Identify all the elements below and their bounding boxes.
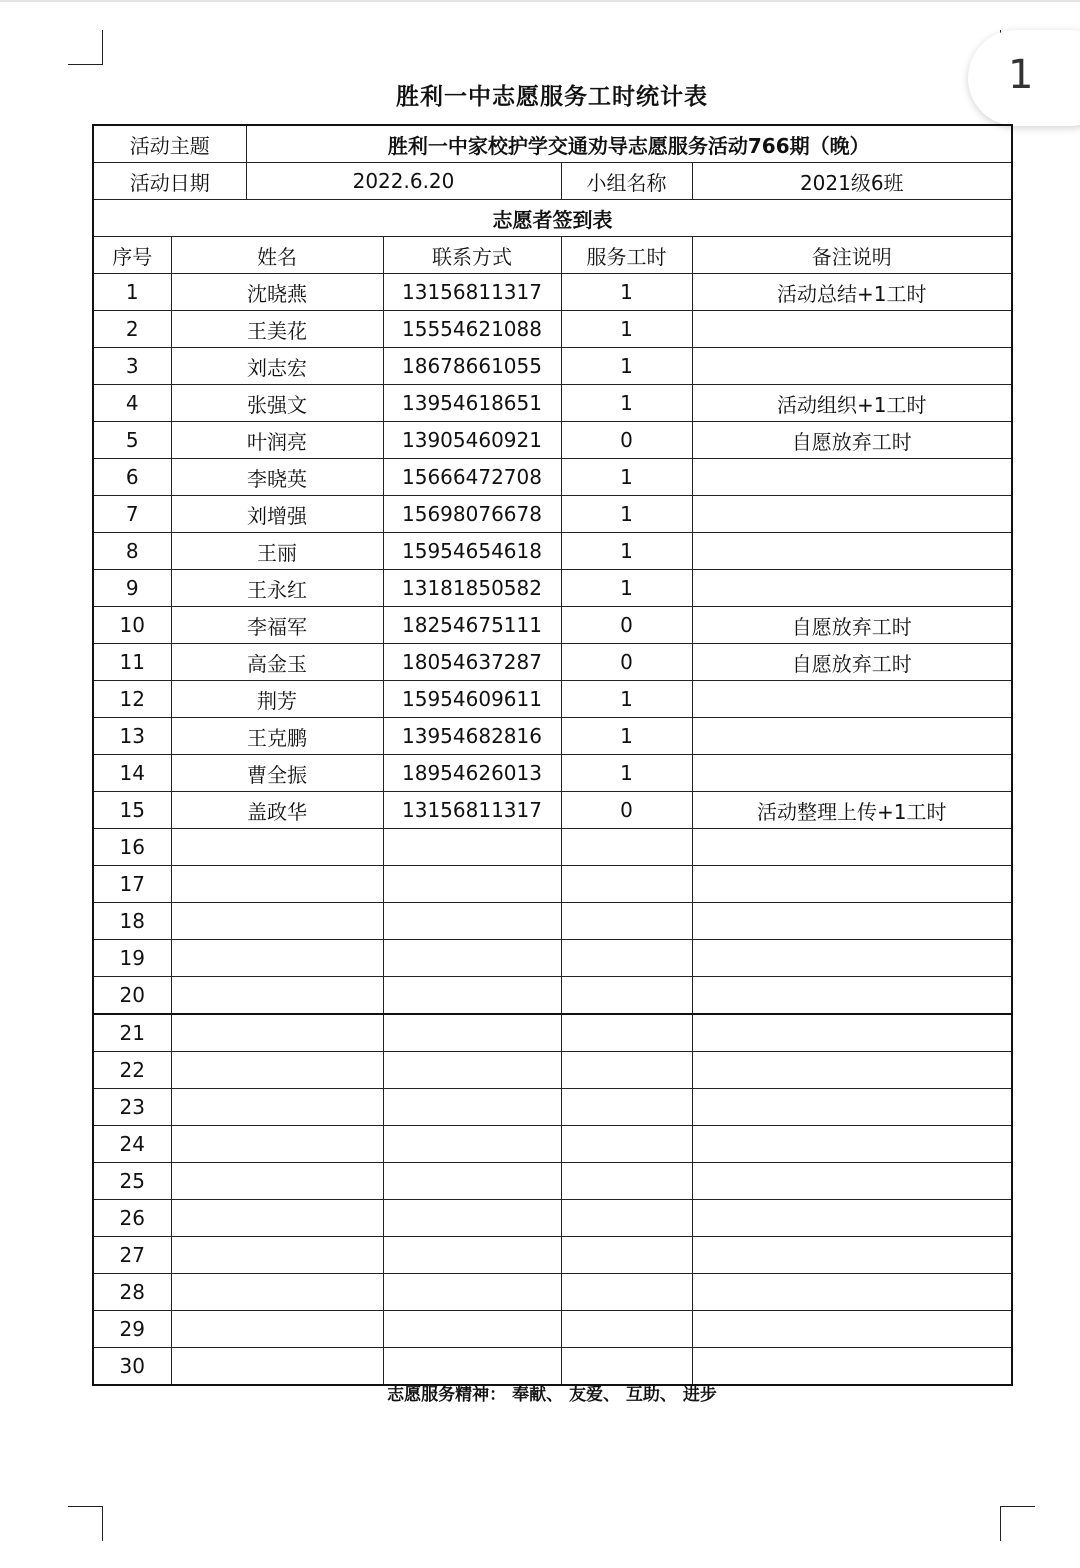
service-hours: 1 xyxy=(561,718,692,755)
service-hours: 0 xyxy=(561,607,692,644)
remark xyxy=(692,1052,1012,1089)
row-number: 3 xyxy=(93,348,171,385)
service-hours xyxy=(561,1311,692,1348)
service-hours: 1 xyxy=(561,533,692,570)
table-row xyxy=(93,1089,1012,1126)
table-row xyxy=(93,1052,1012,1089)
remark xyxy=(692,1089,1012,1126)
table-row xyxy=(93,1163,1012,1200)
service-hours: 1 xyxy=(561,496,692,533)
phone-number: 15666472708 xyxy=(383,459,561,496)
row-number: 25 xyxy=(93,1163,171,1200)
phone-number xyxy=(383,1274,561,1311)
volunteer-name: 荆芳 xyxy=(171,681,383,718)
phone-number xyxy=(383,1014,561,1052)
table-row xyxy=(93,607,1012,644)
phone-number xyxy=(383,1089,561,1126)
service-hours: 1 xyxy=(561,570,692,607)
phone-number: 18678661055 xyxy=(383,348,561,385)
remark: 自愿放弃工时 xyxy=(692,422,1012,459)
table-row xyxy=(93,1200,1012,1237)
row-number: 1 xyxy=(93,274,171,311)
row-number: 20 xyxy=(93,977,171,1015)
remark xyxy=(692,1163,1012,1200)
phone-number xyxy=(383,1311,561,1348)
service-hours xyxy=(561,866,692,903)
table-row xyxy=(93,866,1012,903)
row-number: 21 xyxy=(93,1014,171,1052)
row-number: 10 xyxy=(93,607,171,644)
phone-number: 13181850582 xyxy=(383,570,561,607)
service-hours: 0 xyxy=(561,644,692,681)
phone-number: 13156811317 xyxy=(383,792,561,829)
remark: 活动整理上传+1工时 xyxy=(692,792,1012,829)
volunteer-name xyxy=(171,903,383,940)
crop-mark-bottom-right xyxy=(1000,1506,1035,1541)
service-hours: 1 xyxy=(561,385,692,422)
table-row xyxy=(93,940,1012,977)
date-value: 2022.6.20 xyxy=(246,163,561,200)
remark xyxy=(692,459,1012,496)
volunteer-name xyxy=(171,1052,383,1089)
remark: 自愿放弃工时 xyxy=(692,607,1012,644)
table-row xyxy=(93,274,1012,311)
crop-mark-top-left xyxy=(68,30,103,65)
volunteer-name: 王丽 xyxy=(171,533,383,570)
remark xyxy=(692,718,1012,755)
table-row xyxy=(93,681,1012,718)
activity-theme-row xyxy=(93,125,1012,163)
phone-number: 15698076678 xyxy=(383,496,561,533)
phone-number xyxy=(383,1126,561,1163)
service-hours: 1 xyxy=(561,459,692,496)
remark xyxy=(692,755,1012,792)
service-hours xyxy=(561,1163,692,1200)
remark xyxy=(692,348,1012,385)
row-number: 27 xyxy=(93,1237,171,1274)
row-number: 29 xyxy=(93,1311,171,1348)
remark: 活动组织+1工时 xyxy=(692,385,1012,422)
phone-number xyxy=(383,1163,561,1200)
volunteer-name: 高金玉 xyxy=(171,644,383,681)
table-row xyxy=(93,533,1012,570)
phone-number: 18254675111 xyxy=(383,607,561,644)
date-label: 活动日期 xyxy=(93,163,246,200)
row-number: 19 xyxy=(93,940,171,977)
remark xyxy=(692,977,1012,1015)
table-row xyxy=(93,1311,1012,1348)
row-number: 23 xyxy=(93,1089,171,1126)
row-number: 6 xyxy=(93,459,171,496)
table-row xyxy=(93,348,1012,385)
table-row xyxy=(93,422,1012,459)
row-number: 28 xyxy=(93,1274,171,1311)
volunteer-name: 王美花 xyxy=(171,311,383,348)
row-number: 2 xyxy=(93,311,171,348)
document-title: 胜利一中志愿服务工时统计表 xyxy=(396,84,708,110)
service-hours: 1 xyxy=(561,348,692,385)
remark xyxy=(692,829,1012,866)
table-row xyxy=(93,459,1012,496)
remark xyxy=(692,1014,1012,1052)
row-number: 5 xyxy=(93,422,171,459)
volunteer-name: 曹全振 xyxy=(171,755,383,792)
service-hours xyxy=(561,977,692,1015)
service-hours xyxy=(561,940,692,977)
volunteer-name: 沈晓燕 xyxy=(171,274,383,311)
phone-number xyxy=(383,977,561,1015)
volunteer-name xyxy=(171,1163,383,1200)
volunteer-name: 李晓英 xyxy=(171,459,383,496)
service-hours xyxy=(561,1237,692,1274)
phone-number xyxy=(383,940,561,977)
table-row xyxy=(93,496,1012,533)
crop-mark-bottom-left xyxy=(68,1506,103,1541)
row-number: 11 xyxy=(93,644,171,681)
phone-number xyxy=(383,903,561,940)
row-number: 14 xyxy=(93,755,171,792)
table-row xyxy=(93,1274,1012,1311)
volunteer-name: 盖政华 xyxy=(171,792,383,829)
table-row xyxy=(93,1126,1012,1163)
phone-number: 18954626013 xyxy=(383,755,561,792)
phone-number: 15554621088 xyxy=(383,311,561,348)
service-hours xyxy=(561,903,692,940)
column-header-note: 备注说明 xyxy=(692,237,1012,274)
row-number: 18 xyxy=(93,903,171,940)
phone-number: 15954654618 xyxy=(383,533,561,570)
row-number: 22 xyxy=(93,1052,171,1089)
top-edge xyxy=(0,0,1080,2)
row-number: 12 xyxy=(93,681,171,718)
signin-title-row xyxy=(93,200,1012,237)
remark xyxy=(692,903,1012,940)
phone-number: 15954609611 xyxy=(383,681,561,718)
service-hours: 1 xyxy=(561,274,692,311)
phone-number: 13954618651 xyxy=(383,385,561,422)
phone-number xyxy=(383,1200,561,1237)
table-row xyxy=(93,644,1012,681)
row-number: 13 xyxy=(93,718,171,755)
row-number: 30 xyxy=(93,1348,171,1386)
table-row xyxy=(93,1014,1012,1052)
table-row xyxy=(93,718,1012,755)
group-value: 2021级6班 xyxy=(692,163,1012,200)
phone-number: 13905460921 xyxy=(383,422,561,459)
phone-number: 13954682816 xyxy=(383,718,561,755)
column-header-row xyxy=(93,237,1012,274)
volunteer-name xyxy=(171,1126,383,1163)
table-row xyxy=(93,385,1012,422)
phone-number xyxy=(383,1237,561,1274)
row-number: 4 xyxy=(93,385,171,422)
remark xyxy=(692,1237,1012,1274)
service-hours xyxy=(561,1126,692,1163)
volunteer-name: 李福军 xyxy=(171,607,383,644)
table-row xyxy=(93,1237,1012,1274)
remark xyxy=(692,1200,1012,1237)
volunteer-name: 张强文 xyxy=(171,385,383,422)
service-hours: 0 xyxy=(561,422,692,459)
service-hours xyxy=(561,1274,692,1311)
phone-number xyxy=(383,866,561,903)
remark: 活动总结+1工时 xyxy=(692,274,1012,311)
remark xyxy=(692,866,1012,903)
service-hours: 1 xyxy=(561,755,692,792)
row-number: 9 xyxy=(93,570,171,607)
row-number: 26 xyxy=(93,1200,171,1237)
phone-number: 18054637287 xyxy=(383,644,561,681)
signin-title: 志愿者签到表 xyxy=(93,200,1012,237)
row-number: 16 xyxy=(93,829,171,866)
volunteer-hours-table xyxy=(92,124,1013,1386)
service-hours: 1 xyxy=(561,311,692,348)
phone-number xyxy=(383,1052,561,1089)
row-number: 17 xyxy=(93,866,171,903)
phone-number: 13156811317 xyxy=(383,274,561,311)
table-row xyxy=(93,977,1012,1015)
table-row xyxy=(93,570,1012,607)
table-row xyxy=(93,829,1012,866)
volunteer-name xyxy=(171,866,383,903)
volunteer-name xyxy=(171,940,383,977)
footer-motto: 志愿服务精神： 奉献、 友爱、 互助、 进步 xyxy=(387,1385,717,1405)
volunteer-name: 刘增强 xyxy=(171,496,383,533)
row-number: 15 xyxy=(93,792,171,829)
volunteer-name: 叶润亮 xyxy=(171,422,383,459)
table-row xyxy=(93,755,1012,792)
theme-value: 胜利一中家校护学交通劝导志愿服务活动766期（晚） xyxy=(246,125,1012,163)
remark xyxy=(692,940,1012,977)
group-label: 小组名称 xyxy=(561,163,692,200)
table-row xyxy=(93,903,1012,940)
remark xyxy=(692,681,1012,718)
service-hours: 0 xyxy=(561,792,692,829)
service-hours xyxy=(561,1014,692,1052)
column-header-hours: 服务工时 xyxy=(561,237,692,274)
volunteer-name xyxy=(171,1200,383,1237)
volunteer-name xyxy=(171,1089,383,1126)
service-hours xyxy=(561,829,692,866)
volunteer-name: 王永红 xyxy=(171,570,383,607)
column-header-phone: 联系方式 xyxy=(383,237,561,274)
volunteer-name xyxy=(171,1274,383,1311)
phone-number xyxy=(383,829,561,866)
table-row xyxy=(93,792,1012,829)
volunteer-name: 王克鹏 xyxy=(171,718,383,755)
volunteer-name xyxy=(171,1014,383,1052)
table-row xyxy=(93,311,1012,348)
remark xyxy=(692,311,1012,348)
activity-date-row xyxy=(93,163,1012,200)
theme-label: 活动主题 xyxy=(93,125,246,163)
remark xyxy=(692,1274,1012,1311)
row-number: 7 xyxy=(93,496,171,533)
volunteer-name xyxy=(171,1237,383,1274)
service-hours: 1 xyxy=(561,681,692,718)
column-header-name: 姓名 xyxy=(171,237,383,274)
remark xyxy=(692,1311,1012,1348)
volunteer-name xyxy=(171,977,383,1015)
page-number: 1 xyxy=(1008,52,1034,98)
remark: 自愿放弃工时 xyxy=(692,644,1012,681)
row-number: 8 xyxy=(93,533,171,570)
service-hours xyxy=(561,1089,692,1126)
volunteer-name xyxy=(171,829,383,866)
service-hours xyxy=(561,1052,692,1089)
volunteer-name xyxy=(171,1311,383,1348)
remark xyxy=(692,533,1012,570)
remark xyxy=(692,1126,1012,1163)
row-number: 24 xyxy=(93,1126,171,1163)
remark xyxy=(692,570,1012,607)
service-hours xyxy=(561,1200,692,1237)
column-header-no: 序号 xyxy=(93,237,171,274)
remark xyxy=(692,496,1012,533)
volunteer-name: 刘志宏 xyxy=(171,348,383,385)
